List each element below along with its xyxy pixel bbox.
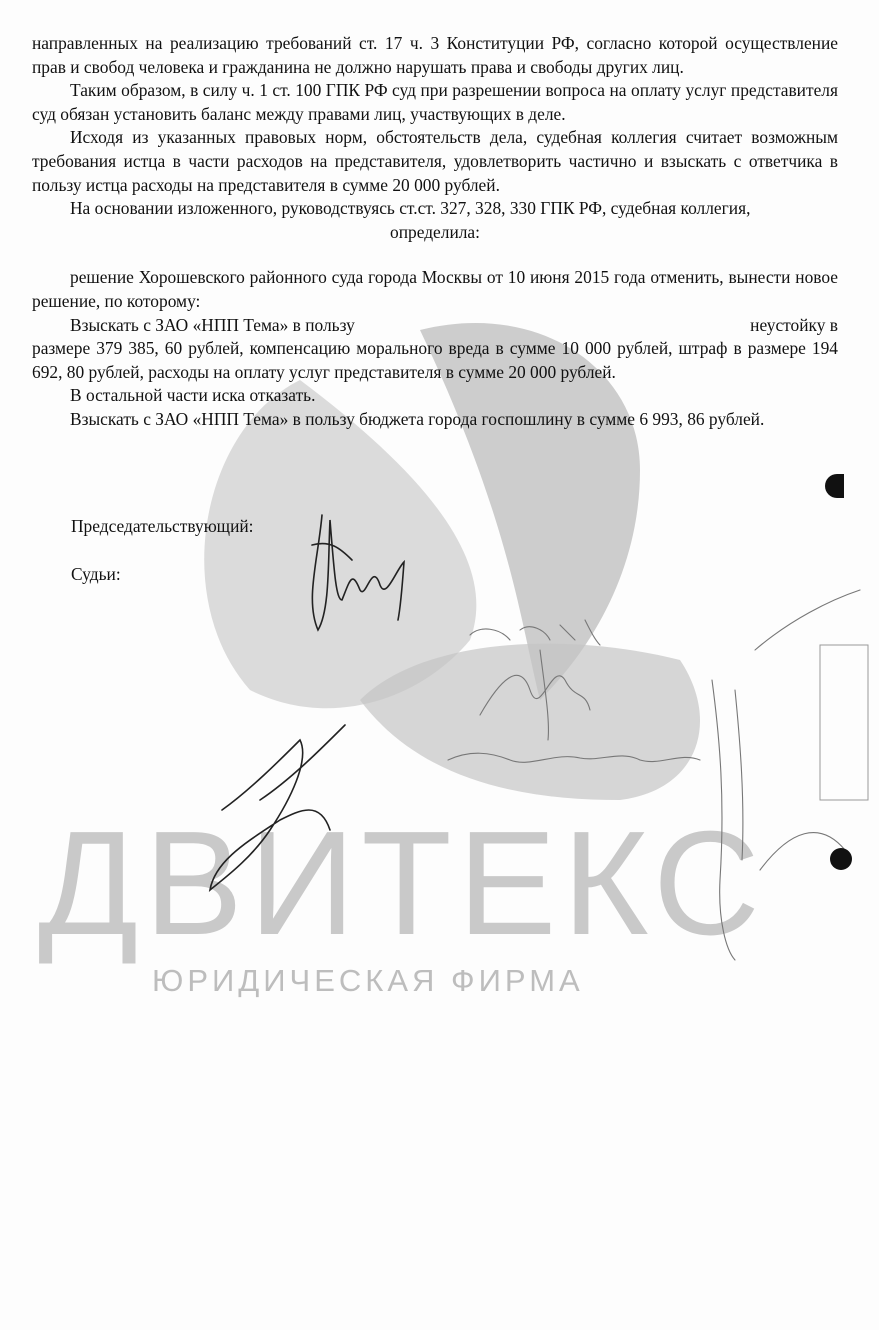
recover-left-text: Взыскать с ЗАО «НПП Тема» в пользу [70,314,355,335]
watermark-brand: ДВИТЕКС [38,801,766,966]
paragraph-dismissal: В остальной части иска отказать. [70,385,316,406]
paragraph-recover-amounts: размере 379 385, 60 рублей, компенсацию морального вреда в сумме 10 000 рублей, штраф в размере 194 692, 80 рублей, расходы на оплату услуг представителя в сумме 20 000 рублей. [32,338,838,382]
presiding-label: Председательствующий: [71,516,254,536]
watermark-subtitle: ЮРИДИЧЕСКАЯ ФИРМА [152,963,584,998]
ruling-heading: определила: [390,221,480,242]
judges-label: Судьи: [71,564,121,584]
paragraph-balance: Таким образом, в силу ч. 1 ст. 100 ГПК РФ суд при разрешении вопроса на оплату услуг представителя суд обязан установить баланс между правами лиц, участвующих в деле. [32,80,838,124]
paragraph-recover-line [32,314,838,338]
paragraph-constitution: направленных на реализацию требований ст. 17 ч. 3 Конституции РФ, согласно которой осуществление прав и свобод человека и гражданина не должно нарушать права и свободы других лиц. [32,33,838,77]
paragraph-state-duty: Взыскать с ЗАО «НПП Тема» в пользу бюджета города госпошлину в сумме 6 993, 86 рублей. [70,408,765,429]
hole-punch-mark [830,848,852,870]
paragraph-decision: решение Хорошевского районного суда города Москвы от 10 июня 2015 года отменить, вынести новое решение, по которому: [32,267,838,311]
document-body [32,32,838,432]
recover-right-text: неустойку в [750,314,838,335]
paragraph-conclusion: Исходя из указанных правовых норм, обстоятельств дела, судебная коллегия считает возможным требования истца в части расходов на представителя, удовлетворить частично и взыскать с ответчика в пользу истца расходы на представителя в сумме 20 000 рублей. [32,127,838,195]
hole-punch-mark [825,474,844,498]
paragraph-grounds: На основании изложенного, руководствуясь ст.ст. 327, 328, 330 ГПК РФ, судебная коллегия, [70,198,751,219]
